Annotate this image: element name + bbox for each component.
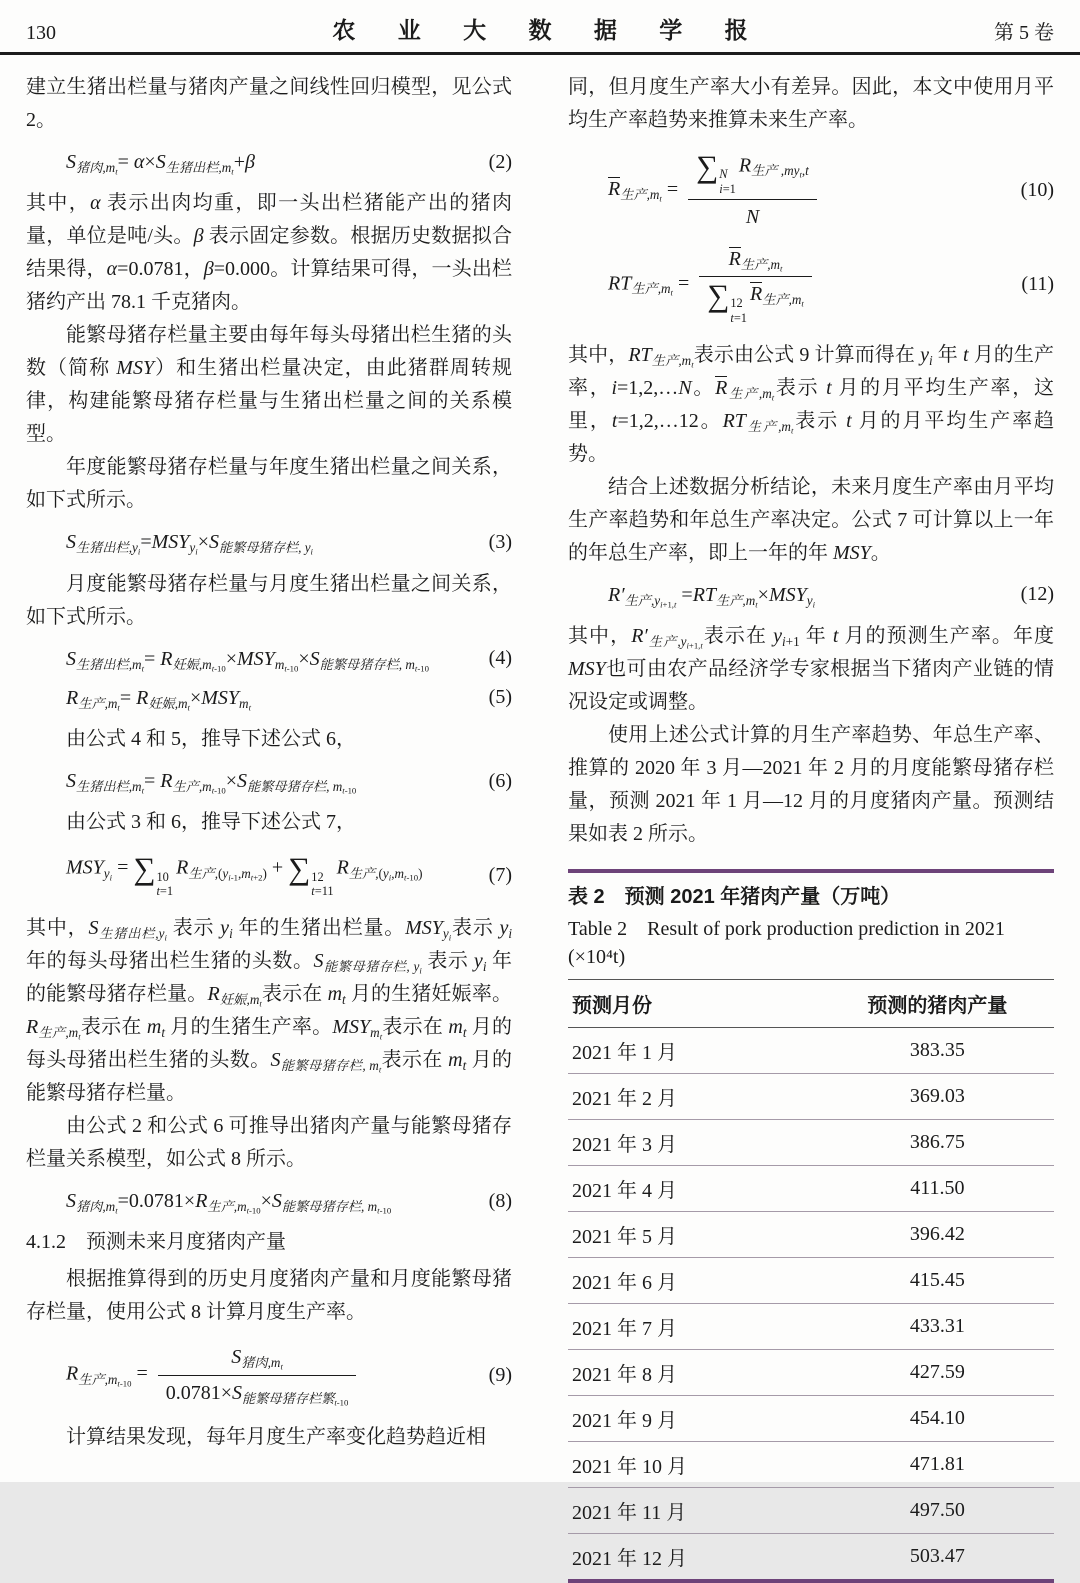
cell-month: 2021 年 8 月 <box>568 1350 821 1396</box>
cell-month: 2021 年 3 月 <box>568 1120 821 1166</box>
table-row <box>568 1120 1054 1166</box>
equation-2 <box>26 148 512 176</box>
cell-pork-production: 497.50 <box>821 1488 1054 1534</box>
cell-pork-production: 454.10 <box>821 1396 1054 1442</box>
cell-pork-production: 411.50 <box>821 1166 1054 1212</box>
equation-9-body: $R_{生产,m_{t-10}}$ = $S_{猪肉,m_t}$ $0.0781\times S_{能繁母猪存栏繁_{t-10}}$ <box>66 1343 481 1407</box>
table-row <box>568 1028 1054 1074</box>
table-row <box>568 1350 1054 1396</box>
paragraph-derive-eq7: 由公式 3 和 6，推导下述公式 7， <box>66 811 356 834</box>
equation-11 <box>568 245 1054 325</box>
page-number: 130 <box>26 22 56 44</box>
cell-pork-production: 427.59 <box>821 1350 1054 1396</box>
cell-month: 2021 年 6 月 <box>568 1258 821 1304</box>
cell-month: 2021 年 5 月 <box>568 1212 821 1258</box>
table-bottom-rule <box>568 1579 1054 1583</box>
paragraph-symbol-definitions: 其中，$S_{生猪出栏,y_i}$ 表示 $y_i$ 年的生猪出栏量。$MSY_{y_i}$表示 $y_i$ 年的每头母猪出栏生猪的头数。$S_{能繁母猪存栏, y_i}$ 表示 $y_i$ 年的能繁母猪存栏量。$R_{妊娠,m_t}$表示在 $m_t$ 月的生猪妊娠率。$R_{生产,m_t}$表示在 $m_t$ 月的生猪生产率。$MSY_{m_t}$表示在 $m_t$ 月的每头母猪出栏生猪的头数。$S_{能繁母猪存栏, m_t}$表示在 $m_t$ 月的能繁母猪存栏量。 <box>26 917 513 1105</box>
equation-3 <box>26 528 512 556</box>
cell-pork-production: 503.47 <box>821 1534 1054 1580</box>
paragraph-derive-eq8: 由公式 2 和公式 6 可推导出猪肉产量与能繁母猪存栏量关系模型，如公式 8 所示。 <box>26 1115 512 1171</box>
table-header <box>568 980 1054 1028</box>
paragraph-rt-definitions: 其中，$RT_{生产,m_t}$表示由公式 9 计算而得在 $y_i$ 年 t 月的生产率，i=1,2,…N。$R_{生产,m_t}$表示 t 月的月平均生产率，这里，t=1,2,…12。$RT_{生产,m_t}$表示 t 月的月平均生产率趋势。 <box>568 343 1055 465</box>
table-row <box>568 1304 1054 1350</box>
two-column-body <box>0 55 1080 1583</box>
equation-10-number: (10) <box>1020 179 1054 202</box>
equation-3-body: $S_{生猪出栏,y_i}=MSY_{y_i}\times S_{能繁母猪存栏, y_i}$ <box>66 531 313 557</box>
equation-7-body: $MSY_{y_i}$ = ∑ 10 t=1 $R_{生产,(y_{i-1},m_{t+2})}$ + ∑ 12 t=11 $R_{生产,(y_i,m_{t-10})}$ <box>66 851 423 898</box>
equation-12-body: $R'_{生产,y_{i+1,t}} =RT_{生产,m_t}\times MSY_{y_i}$ <box>608 583 816 610</box>
table-row <box>568 1166 1054 1212</box>
equation-7 <box>26 853 512 898</box>
table-row <box>568 1396 1054 1442</box>
paragraph-annual-relation: 年度能繁母猪存栏量与年度生猪出栏量之间关系，如下式所示。 <box>26 456 512 512</box>
cell-month: 2021 年 7 月 <box>568 1304 821 1350</box>
equation-11-body: $RT_{生产,m_t}$ = $R_{生产,m_t}$ ∑ 12 t=1 $R_{生产,m_t}$ <box>608 245 1013 325</box>
cell-pork-production: 386.75 <box>821 1120 1054 1166</box>
equation-8 <box>26 1187 512 1215</box>
equation-9-number: (9) <box>488 1363 512 1386</box>
cell-pork-production: 396.42 <box>821 1212 1054 1258</box>
equation-4 <box>26 645 512 673</box>
equation-5-body: $R_{生产,m_t}= R_{妊娠,m_t}\times MSY_{m_t}$ <box>66 686 251 713</box>
paragraph-calc-rate: 根据推算得到的历史月度猪肉产量和月度能繁母猪存栏量，使用公式 8 计算月度生产率。 <box>26 1268 512 1324</box>
cell-month: 2021 年 10 月 <box>568 1442 821 1488</box>
paragraph-msy-definition: 能繁母猪存栏量主要由每年每头母猪出栏生猪的头数（简称 MSY）和生猪出栏量决定，由此猪群周转规律，构建能繁母猪存栏量与生猪出栏量之间的关系模型。 <box>26 324 513 446</box>
volume-label: 第 5 卷 <box>994 22 1054 44</box>
equation-4-number: (4) <box>488 647 512 670</box>
equation-12 <box>568 581 1054 609</box>
paragraph-combine-conclusion: 结合上述数据分析结论，未来月度生产率由月平均生产率趋势和年总生产率决定。公式 7 可计算以上一年的年总生产率，即上一年的年 MSY。 <box>568 475 1054 564</box>
equation-2-body: $S_{猪肉,m_t}= \alpha\times S_{生猪出栏,m_t}+\beta$ <box>66 151 255 177</box>
cell-month: 2021 年 12 月 <box>568 1534 821 1580</box>
cell-pork-production: 471.81 <box>821 1442 1054 1488</box>
equation-12-number: (12) <box>1020 583 1054 606</box>
equation-10 <box>568 151 1054 231</box>
table-row <box>568 1074 1054 1120</box>
paragraph-prediction-setup: 使用上述公式计算的月生产率趋势、年总生产率、推算的 2020 年 3 月—2021 年 2 月的月度能繁母猪存栏量，预测 2021 年 1 月—12 月的月度猪肉产量。预测结果如表 2 所示。 <box>568 724 1054 846</box>
cell-month: 2021 年 4 月 <box>568 1166 821 1212</box>
equation-3-number: (3) <box>488 530 512 553</box>
paragraph-regression-model: 建立生猪出栏量与猪肉产量之间线性回归模型，见公式 2。 <box>26 76 512 131</box>
equation-11-number: (11) <box>1021 273 1054 296</box>
equation-7-number: (7) <box>488 864 512 887</box>
table-header-row <box>568 980 1054 1028</box>
cell-month: 2021 年 1 月 <box>572 1042 677 1065</box>
column-header-value: 预测的猪肉产量 <box>821 980 1054 1028</box>
table-row <box>568 1442 1054 1488</box>
paragraph-result-trend: 计算结果发现，每年月度生产率变化趋势趋近相 <box>66 1426 486 1449</box>
cell-month: 2021 年 11 月 <box>568 1488 821 1534</box>
cell-pork-production: 383.35 <box>909 1039 965 1062</box>
section-heading-412: 4.1.2 预测未来月度猪肉产量 <box>26 1231 286 1254</box>
paragraph-monthly-relation: 月度能繁母猪存栏量与月度生猪出栏量之间关系，如下式所示。 <box>26 572 512 628</box>
table-row <box>568 1258 1054 1304</box>
equation-9 <box>26 1343 512 1407</box>
table-row <box>568 1534 1054 1580</box>
equation-6 <box>26 767 512 795</box>
equation-8-number: (8) <box>488 1189 512 1212</box>
table-top-rule <box>568 869 1054 873</box>
left-column <box>26 71 512 1583</box>
right-column <box>568 71 1054 1583</box>
running-head <box>0 0 1080 55</box>
equation-8-body: $S_{猪肉,m_t}=0.0781\times R_{生产,m_{t-10}}\times S_{能繁母猪存栏, m_{t-10}}$ <box>66 1190 392 1216</box>
table-row <box>568 1212 1054 1258</box>
table-row <box>568 1488 1054 1534</box>
journal-title: 农 业 大 数 据 学 报 <box>332 17 766 43</box>
equation-10-body: $R_{生产,m_t}$ = ∑ N i=1 $R_{生产 ,my_t,t}$ N <box>608 151 1013 231</box>
equation-5-number: (5) <box>488 686 512 709</box>
table-2-block <box>568 869 1054 1583</box>
cell-pork-production: 369.03 <box>821 1074 1054 1120</box>
paragraph-predicted-rate: 其中，$R'_{生产,y_{i+1,t}}$表示在 $y_{i+1}$ 年 t 月的预测生产率。年度 MSY也可由农产品经济学专家根据当下猪肉产业链的情况设定或调整。 <box>568 625 1055 714</box>
column-header-month: 预测月份 <box>568 980 821 1028</box>
paragraph-derive-eq6: 由公式 4 和 5，推导下述公式 6， <box>66 728 356 751</box>
table-caption-zh: 表 2 预测 2021 年猪肉产量（万吨） <box>568 886 901 909</box>
equation-4-body: $S_{生猪出栏,m_t}= R_{妊娠,m_{t-10}}\times MSY_{m_{t-10}}\times S_{能繁母猪存栏, m_{t-10}}$ <box>66 647 429 674</box>
cell-month: 2021 年 2 月 <box>568 1074 821 1120</box>
cell-pork-production: 415.45 <box>821 1258 1054 1304</box>
pork-prediction-table <box>568 979 1054 1579</box>
equation-5 <box>26 684 512 712</box>
pork-table-body <box>568 1028 1054 1580</box>
equation-2-number: (2) <box>488 150 512 173</box>
cell-month: 2021 年 9 月 <box>568 1396 821 1442</box>
equation-6-number: (6) <box>488 769 512 792</box>
table-caption-en: Table 2 Result of pork production prediction in 2021 (×10⁴t) <box>568 918 1005 969</box>
cell-pork-production: 433.31 <box>821 1304 1054 1350</box>
paragraph-continued: 同，但月度生产率大小有差异。因此，本文中使用月平均生产率趋势来推算未来生产率。 <box>568 76 1054 131</box>
paragraph-alpha-beta: 其中，α 表示出肉均重，即一头出栏猪能产出的猪肉量，单位是吨/头。β 表示固定参数。根据历史数据拟合结果得，α=0.0781，β=0.000。计算结果可得，一头出栏猪约产出 78.1 千克猪肉。 <box>26 192 513 314</box>
equation-6-body: $S_{生猪出栏,m_t}= R_{生产,m_{t-10}}\times S_{能繁母猪存栏, m_{t-10}}$ <box>66 770 357 796</box>
